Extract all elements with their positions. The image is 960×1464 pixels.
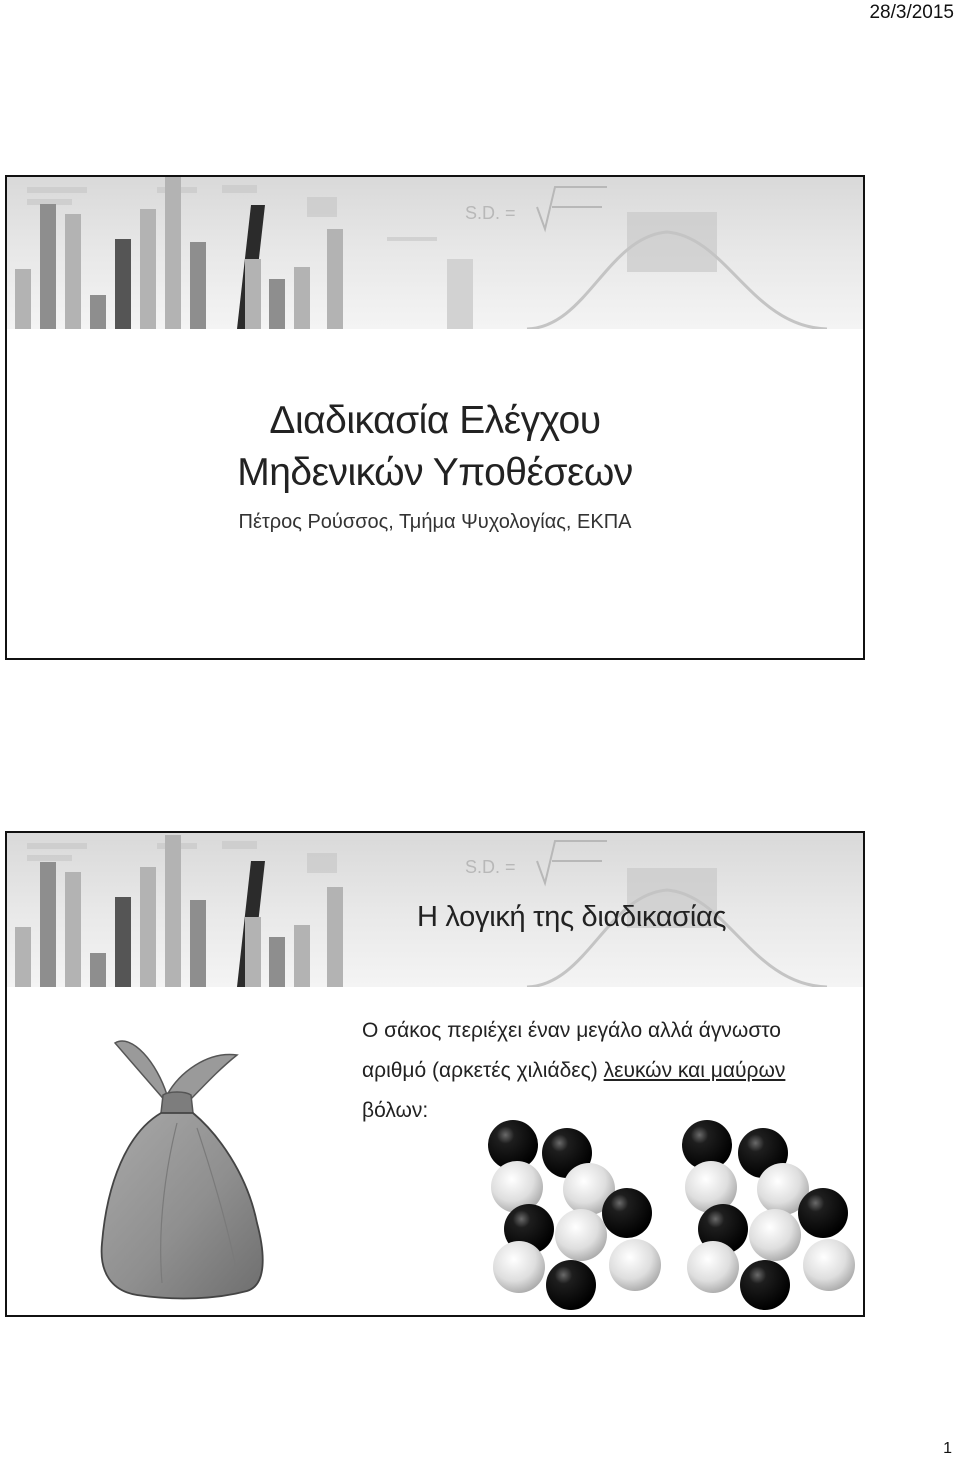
- slide-1-title-line-1: Διαδικασία Ελέγχου: [269, 399, 601, 442]
- slide-1-subtitle: Πέτρος Ρούσσος, Τμήμα Ψυχολογίας, ΕΚΠΑ: [238, 511, 632, 533]
- title-block: [7, 395, 863, 534]
- body-line-2-underlined: λευκών και μαύρων: [603, 1059, 786, 1082]
- banner-formula: S.D. =: [465, 857, 516, 877]
- slide-2: [5, 831, 865, 1317]
- marbles-illustration: [477, 1115, 857, 1315]
- sack-illustration: [87, 1033, 277, 1303]
- bar-chart-banner: [7, 177, 863, 329]
- body-line-3: βόλων:: [362, 1099, 429, 1122]
- slide-1-title-line-2: Μηδενικών Υποθέσεων: [237, 451, 633, 494]
- slide-2-title: Η λογική της διαδικασίας: [417, 901, 727, 933]
- page-date: 28/3/2015: [869, 2, 954, 23]
- body-line-1: Ο σάκος περιέχει έναν μεγάλο αλλά άγνωστο: [362, 1019, 781, 1042]
- slide-1: [5, 175, 865, 660]
- banner-formula: S.D. =: [465, 203, 516, 223]
- body-line-2-prefix: αριθμό (αρκετές χιλιάδες): [362, 1059, 604, 1082]
- body-line-2: [362, 1051, 857, 1091]
- slide-2-body: [362, 1011, 857, 1131]
- page-number: 1: [943, 1440, 952, 1457]
